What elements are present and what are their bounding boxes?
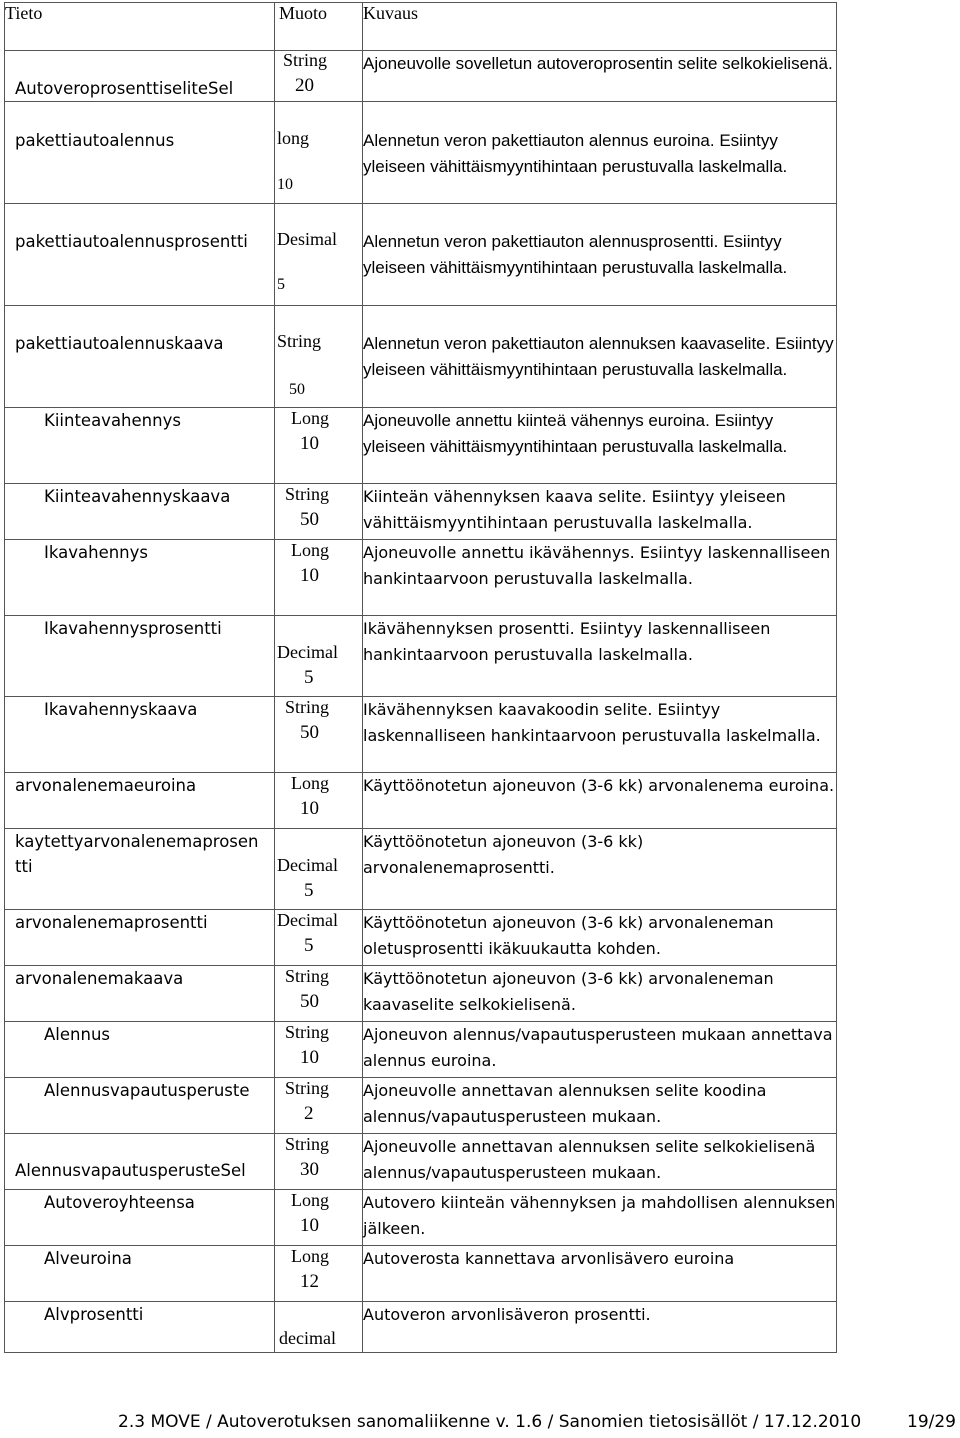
field-format: [275, 966, 363, 1022]
table-row: [5, 204, 837, 306]
field-format: [275, 51, 363, 102]
field-name: Kiinteavahennys: [5, 408, 275, 484]
field-name: arvonalenemaeuroina: [5, 773, 275, 829]
table-row: [5, 102, 837, 204]
field-name: Alennusvapautusperuste: [5, 1078, 275, 1134]
field-type: decimal: [279, 1328, 336, 1348]
field-length: 50: [300, 991, 319, 1012]
field-description: Autovero kiinteän vähennyksen ja mahdollisen alennuksen jälkeen.: [363, 1190, 837, 1246]
field-format: [275, 306, 363, 408]
field-name-line: kaytettyarvonalenemaprosen: [15, 832, 259, 851]
field-length: 5: [277, 276, 285, 293]
field-type: String: [285, 1134, 330, 1154]
table-row: [5, 51, 837, 102]
field-name: Ikavahennys: [5, 540, 275, 616]
header-format: Muoto: [275, 3, 363, 51]
field-description: Alennetun veron pakettiauton alennusprosentti. Esiintyy yleiseen vähittäismyyntihintaan perustuvalla laskelmalla.: [363, 204, 837, 306]
field-type: String: [285, 966, 330, 986]
field-name: arvonalenemakaava: [5, 966, 275, 1022]
field-name: [5, 829, 275, 910]
field-name: pakettiautoalennus: [5, 102, 275, 204]
header-name: Tieto: [5, 3, 275, 51]
field-length: 50: [300, 509, 319, 530]
table-row: [5, 484, 837, 540]
field-length: 5: [304, 667, 314, 688]
field-type: String: [277, 331, 322, 351]
field-description: Ajoneuvolle annettavan alennuksen selite selkokielisenä alennus/vapautusperusteen mukaan.: [363, 1134, 837, 1190]
field-length: 5: [304, 935, 314, 956]
field-format: [275, 484, 363, 540]
field-type: Long: [291, 540, 329, 560]
field-length: 50: [289, 381, 305, 398]
field-description: Käyttöönotetun ajoneuvon (3-6 kk) arvonaleneman kaavaselite selkokielisenä.: [363, 966, 837, 1022]
table-row: [5, 829, 837, 910]
field-description: Ajoneuvolle annettu ikävähennys. Esiintyy laskennalliseen hankintaarvoon perustuvalla laskelmalla.: [363, 540, 837, 616]
field-description: Kiinteän vähennyksen kaava selite. Esiintyy yleiseen vähittäismyyntihintaan perustuvalla laskelmalla.: [363, 484, 837, 540]
field-format: [275, 829, 363, 910]
field-name: pakettiautoalennusprosentti: [5, 204, 275, 306]
field-format: [275, 616, 363, 697]
field-name: AutoveroprosenttiseliteSel: [5, 51, 275, 102]
field-name: Kiinteavahennyskaava: [5, 484, 275, 540]
table-row: [5, 408, 837, 484]
field-description: Ajoneuvolle annettavan alennuksen selite koodina alennus/vapautusperusteen mukaan.: [363, 1078, 837, 1134]
field-description: Käyttöönotetun ajoneuvon (3-6 kk) arvonalenemaprosentti.: [363, 829, 837, 910]
field-description: Käyttöönotetun ajoneuvon (3-6 kk) arvonaleneman oletusprosentti ikäkuukautta kohden.: [363, 910, 837, 966]
field-format: [275, 1190, 363, 1246]
footer-page-number: 19/29: [907, 1412, 956, 1432]
header-description: Kuvaus: [363, 3, 837, 51]
table-row: [5, 1190, 837, 1246]
field-description: Ikävähennyksen kaavakoodin selite. Esiintyy laskennalliseen hankintaarvoon perustuvalla laskelmalla.: [363, 697, 837, 773]
field-format: [275, 1302, 363, 1353]
field-type: String: [285, 1078, 330, 1098]
table-row: [5, 1302, 837, 1353]
field-format: [275, 540, 363, 616]
field-type: Decimal: [277, 642, 338, 662]
table-row: [5, 616, 837, 697]
field-length: 20: [295, 75, 314, 96]
field-format: [275, 204, 363, 306]
field-description: Käyttöönotetun ajoneuvon (3-6 kk) arvonalenema euroina.: [363, 773, 837, 829]
field-type: Long: [291, 1190, 329, 1210]
table-row: [5, 1078, 837, 1134]
field-format: [275, 697, 363, 773]
field-name: Alennus: [5, 1022, 275, 1078]
field-format: [275, 1246, 363, 1302]
field-type: Long: [291, 408, 329, 428]
field-format: [275, 1134, 363, 1190]
field-description: Ikävähennyksen prosentti. Esiintyy laskennalliseen hankintaarvoon perustuvalla laskelmalla.: [363, 616, 837, 697]
table-row: [5, 773, 837, 829]
table-header-row: [5, 3, 837, 51]
table-row: [5, 306, 837, 408]
field-name: Ikavahennysprosentti: [5, 616, 275, 697]
table-row: [5, 1022, 837, 1078]
field-length: 12: [300, 1271, 319, 1292]
table-row: [5, 540, 837, 616]
field-length: 5: [304, 880, 314, 901]
field-name: arvonalenemaprosentti: [5, 910, 275, 966]
field-format: [275, 408, 363, 484]
field-name: Ikavahennyskaava: [5, 697, 275, 773]
field-name-line: tti: [15, 857, 33, 876]
field-format: [275, 1078, 363, 1134]
field-description: Alennetun veron pakettiauton alennus euroina. Esiintyy yleiseen vähittäismyyntihintaan perustuvalla laskelmalla.: [363, 102, 837, 204]
data-spec-table: [4, 2, 837, 1353]
table-row: [5, 1134, 837, 1190]
field-name: Alvprosentti: [5, 1302, 275, 1353]
field-length: 2: [304, 1103, 314, 1124]
field-type: long: [277, 128, 310, 148]
field-length: 30: [300, 1159, 319, 1180]
field-description: Autoverosta kannettava arvonlisävero euroina: [363, 1246, 837, 1302]
field-length: 10: [300, 565, 319, 586]
field-format: [275, 1022, 363, 1078]
field-description: Alennetun veron pakettiauton alennuksen kaavaselite. Esiintyy yleiseen vähittäismyyntihintaan perustuvalla laskelmalla.: [363, 306, 837, 408]
field-type: Decimal: [277, 910, 338, 930]
footer-document-info: 2.3 MOVE / Autoverotuksen sanomaliikenne v. 1.6 / Sanomien tietosisällöt / 17.12.2010: [118, 1412, 862, 1432]
field-length: 10: [300, 433, 319, 454]
field-length: 10: [300, 1047, 319, 1068]
field-type: String: [283, 50, 328, 70]
field-type: String: [285, 484, 330, 504]
field-name: AlennusvapautusperusteSel: [5, 1134, 275, 1190]
field-description: Autoveron arvonlisäveron prosentti.: [363, 1302, 837, 1353]
field-type: Decimal: [277, 855, 338, 875]
table-row: [5, 1246, 837, 1302]
field-length: 10: [300, 1215, 319, 1236]
field-length: 10: [300, 798, 319, 819]
field-name: Alveuroina: [5, 1246, 275, 1302]
field-name: pakettiautoalennuskaava: [5, 306, 275, 408]
table-row: [5, 697, 837, 773]
field-format: [275, 910, 363, 966]
field-type: Long: [291, 1246, 329, 1266]
field-length: 50: [300, 722, 319, 743]
table-row: [5, 910, 837, 966]
field-description: Ajoneuvolle sovelletun autoveroprosentin selite selkokielisenä.: [363, 51, 837, 102]
field-type: String: [285, 1022, 330, 1042]
field-length: 10: [277, 176, 293, 193]
field-description: Ajoneuvon alennus/vapautusperusteen mukaan annettava alennus euroina.: [363, 1022, 837, 1078]
field-format: [275, 773, 363, 829]
field-type: Desimal: [277, 229, 337, 249]
field-type: String: [285, 697, 330, 717]
field-description: Ajoneuvolle annettu kiinteä vähennys euroina. Esiintyy yleiseen vähittäismyyntihintaan perustuvalla laskelmalla.: [363, 408, 837, 484]
field-type: Long: [291, 773, 329, 793]
field-name: Autoveroyhteensa: [5, 1190, 275, 1246]
table-row: [5, 966, 837, 1022]
field-format: [275, 102, 363, 204]
